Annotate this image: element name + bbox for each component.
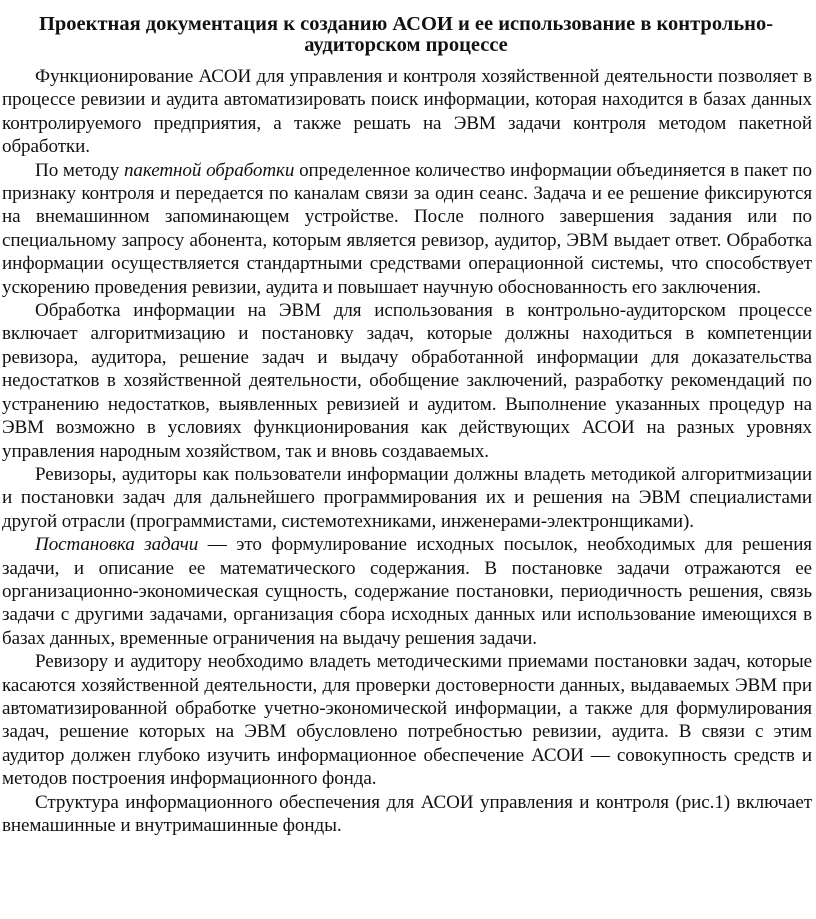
- paragraph-7-text: Структура информационного обеспечения для АСОИ управления и контроля (рис.1) включает внемашинные и внутримашинные фонды.: [2, 791, 812, 836]
- paragraph-3-text: Обработка информации на ЭВМ для использования в контрольно-аудиторском процессе включает алгоритмизацию и постановку задач, которые должны находиться в компетенции ревизора, аудитора, решение задач и выдачу обработанной информации для доказательства недостатков в хозяйственной деятельности, обобщение заключений, разработку рекомендаций по устранению недостатков, выявленных ревизией и аудитом. Выполнение указанных процедур на ЭВМ возможно в условиях функционирования как действующих АСОИ на разных уровнях управления народным хозяйством, так и вновь создаваемых.: [2, 300, 812, 462]
- paragraph-4-text: Ревизоры, аудиторы как пользователи информации должны владеть методикой алгоритмизации и постановки задач для дальнейшего программирования их и решения на ЭВМ специалистами другой отрасли (программистами, системотехниками, инженерами-электронщиками).: [2, 463, 812, 532]
- paragraph-2: [0, 159, 812, 299]
- paragraph-2-text: определенное количество информации объединяется в пакет по признаку контроля и передается по каналам связи за один сеанс. Задача и ее решение фиксируются на внемашинном запоминающем устройстве. После полного завершения задания или по специальному запросу абонента, которым является ревизор, аудитор, ЭВМ выдает ответ. Обработка информации осуществляется стандартными средствами операционной системы, что способствует ускорению проведения ревизии, аудита и повышает научную обоснованность его заключения.: [2, 159, 812, 298]
- paragraph-5: [0, 533, 812, 650]
- paragraph-2-emphasis: пакетной обработки: [123, 159, 295, 181]
- paragraph-5-emphasis: Постановка задачи: [35, 534, 199, 556]
- document-page: [0, 14, 812, 837]
- paragraph-5-text: — это формулирование исходных посылок, необходимых для решения задачи, и описание ее математического содержания. В постановке задачи отражаются ее организационно-экономическая сущность, содержание постановки, периодичность решения, связь задачи с другими задачами, организация сбора исходных данных или использование имеющихся в базах данных, временные ограничения на выдачу решения задачи.: [2, 534, 812, 649]
- paragraph-3: [0, 299, 812, 463]
- document-title: Проектная документация к созданию АСОИ и ее использование в контрольно-аудиторском процессе: [38, 13, 774, 56]
- paragraph-4: [0, 463, 812, 533]
- paragraph-1-text: Функционирование АСОИ для управления и контроля хозяйственной деятельности позволяет в процессе ревизии и аудита автоматизировать поиск информации, которая находится в базах данных контролируемого предприятия, а также решать на ЭВМ задачи контроля методом пакетной обработки.: [2, 66, 812, 158]
- paragraph-1: [0, 65, 812, 159]
- paragraph-6: [0, 650, 812, 790]
- paragraph-6-text: Ревизору и аудитору необходимо владеть методическими приемами постановки задач, которые касаются хозяйственной деятельности, для проверки достоверности данных, выдаваемых ЭВМ при автоматизированной обработке учетно-экономической информации, а также для формулирования задач, решение которых на ЭВМ обусловлено потребностью ревизии, аудита. В связи с этим аудитор должен глубоко изучить информационное обеспечение АСОИ — совокупность средств и методов построения информационного фонда.: [2, 651, 812, 790]
- paragraph-2-lead: По методу: [35, 159, 124, 181]
- paragraph-7: [0, 791, 812, 838]
